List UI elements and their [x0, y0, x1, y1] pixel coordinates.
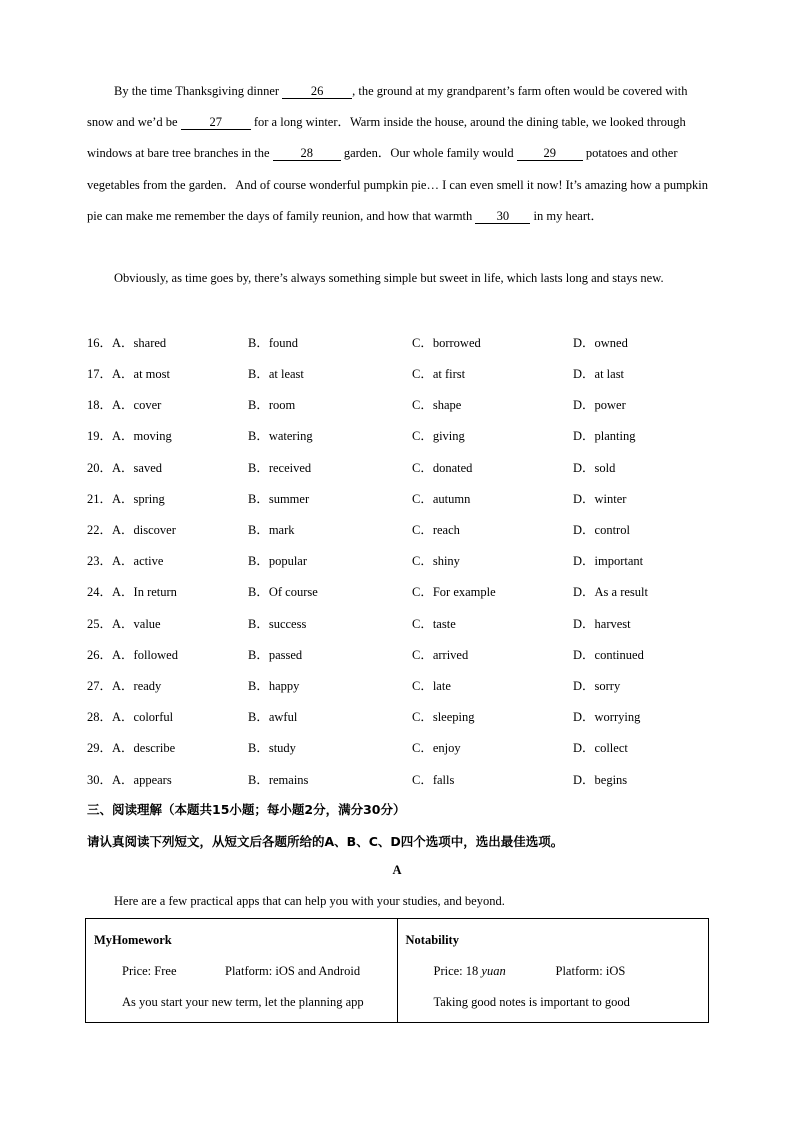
option-c: C．shape [412, 398, 462, 412]
option-d: D．important [573, 554, 644, 568]
app-name: Notability [405, 933, 459, 947]
option-b: B．study [248, 741, 296, 755]
question-18 [87, 395, 727, 415]
option-c: C．falls [412, 773, 455, 787]
option-a: 30．A．appears [87, 773, 172, 787]
passage-text: for a long winter．Warm inside the house, around the dining table, we looked through windows at bare tree branches in the [87, 115, 686, 161]
question-20 [87, 458, 727, 478]
question-24 [87, 582, 727, 602]
option-a: 18．A．cover [87, 398, 162, 412]
option-d: D．harvest [573, 617, 631, 631]
question-19 [87, 426, 727, 446]
option-b: B．mark [248, 523, 295, 537]
option-b: B．summer [248, 492, 310, 506]
option-c: C．giving [412, 429, 465, 443]
app-description: Taking good notes is important to good [433, 995, 630, 1009]
option-c: C．reach [412, 523, 460, 537]
passage-text: , the ground at my grandparent’s farm often would be covered with snow and we’d be [87, 84, 688, 130]
option-c: C．at first [412, 367, 466, 381]
apps-table [85, 918, 709, 1023]
option-d: D．begins [573, 773, 628, 787]
option-b: B．success [248, 617, 307, 631]
option-a: 24．A．In return [87, 585, 177, 599]
app-cell-myhomework [86, 919, 398, 1023]
option-b: B．passed [248, 648, 303, 662]
option-a: 19．A．moving [87, 429, 172, 443]
app-name: MyHomework [94, 933, 172, 947]
option-c: C．taste [412, 617, 456, 631]
option-d: D．collect [573, 741, 628, 755]
option-b: B．watering [248, 429, 313, 443]
section-instruction: 请认真阅读下列短文，从短文后各题所给的A、B、C、D四个选项中，选出最佳选项。 [87, 834, 564, 849]
app-platform: Platform: iOS [555, 964, 626, 978]
option-b: B．awful [248, 710, 298, 724]
blank-29: 29 [517, 146, 583, 161]
option-b: B．popular [248, 554, 308, 568]
option-a: 20．A．saved [87, 461, 162, 475]
passage-text: garden．Our whole family would [340, 146, 517, 161]
blank-30: 30 [475, 209, 530, 224]
option-a: 21．A．spring [87, 492, 165, 506]
question-27 [87, 676, 727, 696]
option-c: C．sleeping [412, 710, 475, 724]
passage-paragraph-2 [87, 263, 709, 294]
option-c: C．enjoy [412, 741, 461, 755]
question-26 [87, 645, 727, 665]
option-d: D．sorry [573, 679, 621, 693]
blank-27: 27 [181, 115, 251, 130]
option-a: 27．A．ready [87, 679, 162, 693]
question-28 [87, 707, 727, 727]
passage-text: potatoes and other vegetables from the garden．And of course wonderful pumpkin pie… I can even smell it now! It’s amazing how a pumpkin pie can make me remember the days of family reunion, and how that warmth [87, 146, 709, 223]
option-d: D．at last [573, 367, 625, 381]
app-price: Price: Free [122, 964, 177, 978]
option-b: B．room [248, 398, 296, 412]
option-a: 28．A．colorful [87, 710, 174, 724]
question-23 [87, 551, 727, 571]
option-a: 22．A．discover [87, 523, 176, 537]
app-platform: Platform: iOS and Android [225, 964, 361, 978]
option-b: B．received [248, 461, 312, 475]
question-25 [87, 614, 727, 634]
question-17 [87, 364, 727, 384]
option-d: D．As a result [573, 585, 648, 599]
option-d: D．control [573, 523, 630, 537]
option-c: C．late [412, 679, 451, 693]
blank-28: 28 [273, 146, 341, 161]
option-d: D．planting [573, 429, 636, 443]
option-c: C．borrowed [412, 336, 481, 350]
option-a: 29．A．describe [87, 741, 176, 755]
app-price [434, 964, 506, 979]
option-b: B．found [248, 336, 299, 350]
option-c: C．arrived [412, 648, 469, 662]
question-22 [87, 520, 727, 540]
intro-text: Here are a few practical apps that can help you with your studies, and beyond. [114, 894, 505, 908]
question-21 [87, 489, 727, 509]
option-a: 26．A．followed [87, 648, 178, 662]
passage-text: By the time Thanksgiving dinner [114, 84, 283, 98]
question-30 [87, 770, 727, 790]
option-d: D．worrying [573, 710, 641, 724]
section-heading: 三、阅读理解（本题共15小题；每小题2分，满分30分） [87, 802, 406, 817]
part-intro [87, 886, 709, 917]
option-d: D．winter [573, 492, 627, 506]
option-c: C．shiny [412, 554, 460, 568]
app-cell-notability [397, 919, 709, 1023]
option-a: 16．A．shared [87, 336, 167, 350]
option-b: B．Of course [248, 585, 318, 599]
part-label: A [392, 863, 402, 877]
price-text: Price: 18 [433, 964, 482, 978]
price-unit: yuan [481, 964, 506, 978]
passage-text: in my heart． [530, 208, 603, 223]
option-a: 25．A．value [87, 617, 161, 631]
blank-26: 26 [282, 84, 352, 99]
app-description: As you start your new term, let the planning app [122, 995, 364, 1009]
option-d: D．continued [573, 648, 644, 662]
question-16 [87, 333, 727, 353]
option-d: D．owned [573, 336, 628, 350]
option-b: B．remains [248, 773, 309, 787]
option-a: 23．A．active [87, 554, 164, 568]
passage-text: Obviously, as time goes by, there’s always something simple but sweet in life, which lasts long and stays new. [114, 271, 664, 285]
passage-paragraph-1 [87, 76, 709, 232]
option-c: C．autumn [412, 492, 471, 506]
option-c: C．donated [412, 461, 473, 475]
option-a: 17．A．at most [87, 367, 170, 381]
option-d: D．sold [573, 461, 616, 475]
option-b: B．happy [248, 679, 300, 693]
option-b: B．at least [248, 367, 304, 381]
option-d: D．power [573, 398, 626, 412]
option-c: C．For example [412, 585, 496, 599]
question-29 [87, 738, 727, 758]
